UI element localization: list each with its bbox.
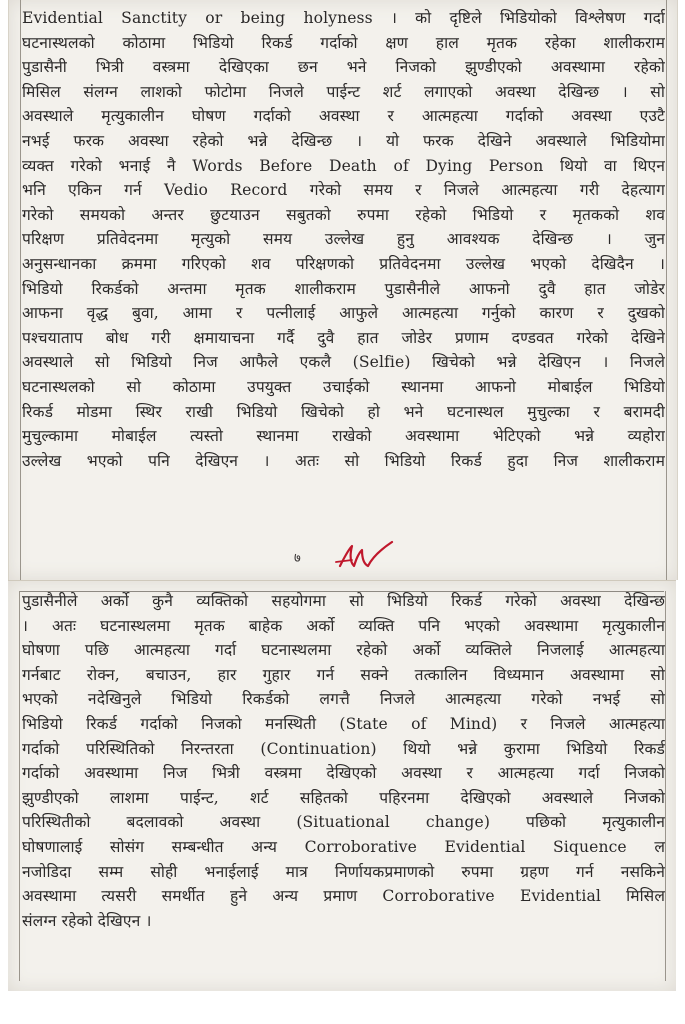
text-line: परिस्थितीको बदलावको अवस्था (Situational change) पछिको मृत्युकालीन xyxy=(22,813,665,832)
text-line: Evidential Sanctity or being holyness । को दृष्टिले भिडियोको विश्लेषण गर्दा xyxy=(22,9,665,27)
signature-area xyxy=(292,536,412,576)
text-line: घोषणालाई सोसंग सम्बन्धीत अन्य Corroborative Evidential Siquence ल xyxy=(22,837,665,856)
text-line: पुडासैनी भित्री वस्त्रमा देखिएका छन भने निजको झुण्डीएको अवस्थामा रहेको xyxy=(22,58,665,77)
text-line: अवस्थामा त्यसरी समर्थीत हुने अन्य प्रमाण Corroborative Evidential मिसिल xyxy=(22,887,665,906)
text-line: रिकर्ड मोडमा स्थिर राखी भिडियो खिचेको हो भने घटनास्थल मुचुल्का र बरामदी xyxy=(22,402,665,421)
bottom-paragraph xyxy=(22,589,665,933)
text-line: व्यक्त गरेको भनाई नै Words Before Death of Dying Person थियो वा थिएन xyxy=(22,156,665,175)
text-line: गर्नबाट रोक्न, बचाउन, हार गुहार गर्न सक्ने तत्कालिन विध्यमान अवस्थामा सो xyxy=(22,665,665,684)
text-line: अनुसन्धानका क्रममा गरिएको शव परिक्षणको प्रतिवेदनमा उल्लेख भएको देखिदैन । xyxy=(22,254,665,273)
text-line: घटनास्थलको सो कोठामा उपयुक्त उचाईको स्थानमा आफनो मोबाईल भिडियो xyxy=(22,377,665,396)
text-line: मिसिल संलग्न लाशको फोटोमा निजले पाईन्ट शर्ट लगाएको अवस्था देखिन्छ । सो xyxy=(22,82,665,101)
text-line: परिक्षण प्रतिवेदनमा मृत्युको समय उल्लेख हुनु आवश्यक देखिन्छ । जुन xyxy=(22,230,665,249)
left-border-line xyxy=(20,0,21,580)
text-line: उल्लेख भएको पनि देखिएन । अतः सो भिडियो रिकर्ड हुदा निज शालीकराम xyxy=(22,451,665,470)
text-line: नभई फरक अवस्था रहेको भन्ने देखिन्छ । यो फरक देखिने अवस्थाले भिडियोमा xyxy=(22,131,665,150)
text-line: संलग्न रहेको देखिएन । xyxy=(22,911,152,930)
text-line: पुडासैनीले अर्को कुनै व्यक्तिको सहयोगमा सो भिडियो रिकर्ड गरेको अवस्था देखिन्छ xyxy=(22,592,665,610)
text-line: अवस्थाले मृत्युकालीन घोषण गर्दाको अवस्था र आत्महत्या गर्दाको अवस्था एउटै xyxy=(22,107,665,126)
right-border-line xyxy=(665,591,666,981)
page-marker: ७ xyxy=(294,551,301,566)
signature-icon xyxy=(292,536,412,576)
text-line: नजोडिदा सम्म सोही भनाईलाई मात्र निर्णायकप्रमाणको रुपमा ग्रहण गर्न नसकिने xyxy=(22,862,665,881)
text-line: गर्दाको अवस्थामा निज भित्री वस्त्रमा देखिएको अवस्था र आत्महत्या गर्दा निजको xyxy=(22,764,665,783)
text-line: मुचुल्कामा मोबाईल त्यस्तो स्थानमा राखेको अवस्थामा भेटिएको भन्ने व्यहोरा xyxy=(22,427,665,446)
text-line: झुण्डीएको लाशमा पाईन्ट, शर्ट सहितको पहिरनमा देखिएको अवस्थाले निजको xyxy=(22,788,665,807)
top-paragraph xyxy=(22,6,665,473)
text-line: । अतः घटनास्थलमा मृतक बाहेक अर्को व्यक्ति पनि भएको अवस्थामा मृत्युकालीन xyxy=(22,616,665,635)
text-line: भिडियो रिकर्डको अन्तमा मृतक शालीकराम पुडासैनीले आफनो दुवै हात जोडेर xyxy=(22,279,665,298)
text-line: आफना वृद्ध बुवा, आमा र पत्नीलाई आफुले आत्महत्या गर्नुको कारण र दुखको xyxy=(22,304,665,323)
text-line: भिडियो रिकर्ड गर्दाको निजको मनस्थिती (State of Mind) र निजले आत्महत्या xyxy=(22,714,665,733)
text-line: गर्दाको परिस्थितिको निरन्तरता (Continuation) थियो भन्ने कुरामा भिडियो रिकर्ड xyxy=(22,739,665,758)
text-line: भएको नदेखिनुले भिडियो रिकर्डको लगत्तै निजले आत्महत्या गरेको नभई सो xyxy=(22,690,665,709)
text-line: घटनास्थलको कोठामा भिडियो रिकर्ड गर्दाको क्षण हाल मृतक रहेका शालीकराम xyxy=(22,33,665,52)
left-border-line xyxy=(19,591,20,981)
right-border-line xyxy=(666,0,667,580)
text-line: भनि एकिन गर्न Vedio Record गरेको समय र निजले आत्महत्या गरी देहत्याग xyxy=(22,181,665,200)
text-line: गरेको समयको अन्तर छुटयाउन सबुतको रुपमा रहेको भिडियो र मृतकको शव xyxy=(22,205,665,224)
text-line: अवस्थाले सो भिडियो निज आफैले एकलै (Selfie) खिचेको भन्ने देखिएन । निजले xyxy=(22,353,665,372)
text-line: पश्चयाताप बोध गरी क्षमायाचना गर्दै दुवै हात जोडेर प्रणाम दण्डवत गरेको देखिने xyxy=(22,328,665,347)
text-line: घोषणा पछि आत्महत्या गर्दा घटनास्थलमा रहेको अर्को व्यक्तिले निजलाई आत्महत्या xyxy=(22,641,665,660)
